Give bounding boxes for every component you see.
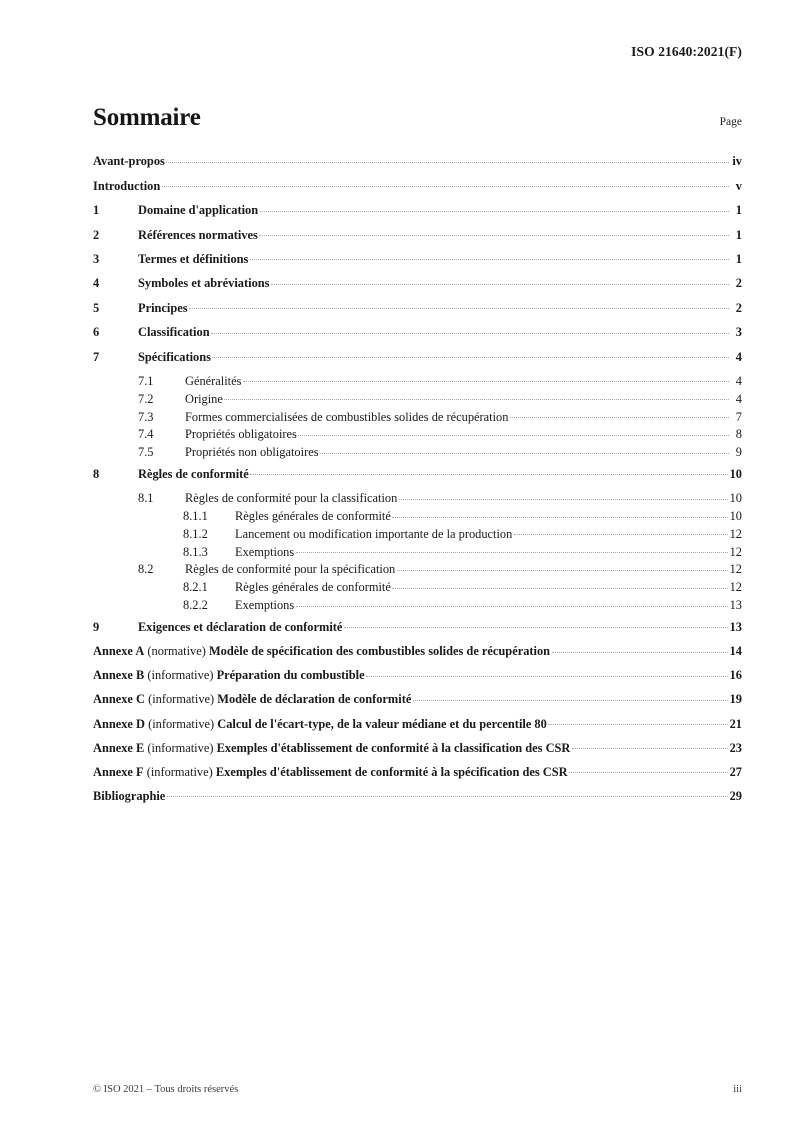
dot-leader	[552, 643, 729, 655]
toc-entry-clause-7.1[interactable]	[93, 373, 742, 388]
toc-entry-page-number: 16	[729, 668, 742, 683]
annex-status: (informative)	[143, 764, 216, 779]
toc-entry-clause-8.1.3[interactable]	[93, 543, 742, 558]
toc-entry-page-number: 10	[729, 466, 742, 481]
toc-entry-number: 7.5	[138, 445, 154, 460]
toc-entry-page-number: 4	[735, 349, 742, 364]
toc-entry-label: Introduction	[93, 178, 161, 193]
annex-title: Modèle de spécification des combustibles solides de récupération	[208, 644, 551, 659]
dot-leader	[392, 579, 728, 591]
footer-page-number: iii	[733, 1084, 742, 1095]
toc-entry-clause-3[interactable]	[93, 251, 742, 266]
toc-entry-label: Origine	[185, 391, 223, 406]
toc-entry-label: Règles de conformité pour la classification	[185, 491, 398, 506]
toc-entry-page-number: 10	[729, 509, 742, 524]
table-of-contents	[93, 153, 742, 802]
dot-leader	[569, 763, 728, 775]
toc-entry-label: Exemptions	[235, 598, 295, 613]
annex-title: Préparation du combustible	[216, 668, 365, 683]
toc-entry-label: Exemptions	[235, 544, 295, 559]
dot-leader	[298, 426, 728, 438]
annex-title: Calcul de l'écart-type, de la valeur médiane et du percentile 80	[217, 716, 547, 731]
annex-designation: Annexe D	[93, 716, 145, 731]
annex-title: Exemples d'établissement de conformité à la classification des CSR	[216, 740, 571, 755]
annex-designation: Annexe B	[93, 668, 145, 683]
annex-status: (informative)	[144, 692, 218, 707]
dot-leader	[320, 444, 728, 456]
toc-entry-page-number: 2	[735, 300, 742, 315]
toc-entry-page-number: 2	[735, 276, 742, 291]
toc-entry-number: 7.1	[138, 373, 154, 388]
toc-entry-page-number: 13	[729, 619, 742, 634]
toc-entry-number: 8	[93, 466, 100, 481]
annex-title: Modèle de déclaration de conformité	[217, 692, 412, 707]
toc-entry-clause-8[interactable]	[93, 466, 742, 481]
toc-entry-page-number: 1	[735, 203, 742, 218]
toc-entry-number: 8.1.2	[183, 526, 208, 541]
toc-entry-label: Propriétés obligatoires	[185, 427, 297, 442]
annex-status: (normative)	[144, 644, 209, 659]
toc-entry-label: Spécifications	[138, 349, 211, 364]
toc-entry-page-number: 29	[729, 788, 742, 803]
toc-entry-annexe-e[interactable]	[93, 739, 742, 754]
running-header-standard-ref: ISO 21640:2021(F)	[631, 44, 742, 59]
toc-entry-clause-7.3[interactable]	[93, 408, 742, 423]
toc-entry-page-number: 12	[729, 562, 742, 577]
toc-entry-label	[93, 693, 411, 705]
toc-entry-number: 2	[93, 227, 100, 242]
toc-entry-number: 4	[93, 276, 100, 291]
toc-entry-clause-8.1.1[interactable]	[93, 508, 742, 523]
toc-entry-label: Lancement ou modification importante de la production	[235, 526, 513, 541]
toc-entry-clause-2[interactable]	[93, 226, 742, 241]
dot-leader	[211, 324, 728, 336]
toc-entry-label: Propriétés non obligatoires	[185, 445, 319, 460]
copyright-notice: © ISO 2021 – Tous droits réservés	[93, 1084, 239, 1095]
toc-entry-annexe-f[interactable]	[93, 763, 742, 778]
toc-entry-label: Avant-propos	[93, 154, 165, 169]
toc-entry-label	[93, 645, 550, 657]
toc-entry-clause-9[interactable]	[93, 618, 742, 633]
toc-entry-front-matter[interactable]	[93, 177, 742, 192]
toc-entry-page-number: 21	[729, 716, 742, 731]
toc-entry-number: 7	[93, 349, 100, 364]
dot-leader	[259, 226, 728, 238]
annex-status: (informative)	[144, 740, 217, 755]
annex-status: (informative)	[144, 668, 217, 683]
toc-entry-number: 7.3	[138, 409, 154, 424]
toc-entry-page-number: 14	[729, 644, 742, 659]
dot-leader	[162, 177, 729, 189]
toc-entry-page-number: 27	[729, 764, 742, 779]
toc-entry-number: 5	[93, 300, 100, 315]
dot-leader	[514, 525, 728, 537]
toc-entry-clause-4[interactable]	[93, 275, 742, 290]
dot-leader	[166, 153, 728, 165]
dot-leader	[224, 390, 728, 402]
dot-leader	[260, 202, 729, 214]
toc-entry-clause-8.2[interactable]	[93, 561, 742, 576]
toc-entry-page-number: 13	[729, 598, 742, 613]
toc-entry-front-matter[interactable]	[93, 153, 742, 168]
toc-entry-label	[93, 766, 568, 778]
toc-entry-label: Principes	[138, 300, 188, 315]
toc-entry-label: Règles de conformité	[138, 466, 249, 481]
toc-entry-clause-6[interactable]	[93, 324, 742, 339]
toc-entry-number: 9	[93, 619, 100, 634]
toc-entry-clause-7.5[interactable]	[93, 444, 742, 459]
toc-entry-number: 8.2.2	[183, 598, 208, 613]
dot-leader	[167, 787, 728, 799]
toc-entry-clause-8.1[interactable]	[93, 490, 742, 505]
toc-entry-clause-7.4[interactable]	[93, 426, 742, 441]
toc-entry-page-number: 10	[729, 491, 742, 506]
toc-entry-page-number: 7	[735, 409, 742, 424]
dot-leader	[212, 348, 728, 360]
dot-leader	[510, 408, 729, 420]
toc-entry-label: Règles générales de conformité	[235, 509, 391, 524]
toc-entry-clause-8.2.2[interactable]	[93, 597, 742, 612]
dot-leader	[392, 508, 728, 520]
toc-entry-page-number: 3	[735, 325, 742, 340]
toc-entry-page-number: 4	[735, 391, 742, 406]
dot-leader	[366, 667, 728, 679]
toc-entry-number: 3	[93, 251, 100, 266]
toc-entry-annexe-d[interactable]	[93, 715, 742, 730]
annex-status: (informative)	[144, 716, 218, 731]
toc-entry-page-number: 9	[735, 445, 742, 460]
annex-designation: Annexe A	[93, 644, 145, 659]
toc-entry-page-number: 1	[735, 227, 742, 242]
dot-leader	[271, 275, 729, 287]
toc-entry-page-number: 8	[735, 427, 742, 442]
page-column-header: Page	[719, 116, 742, 128]
toc-entry-annexe-a[interactable]	[93, 643, 742, 658]
toc-entry-number: 7.2	[138, 391, 154, 406]
toc-entry-page-number: 23	[729, 740, 742, 755]
toc-entry-clause-8.2.1[interactable]	[93, 579, 742, 594]
toc-entry-label	[93, 718, 547, 730]
dot-leader	[413, 691, 728, 703]
toc-entry-page-number: 19	[729, 692, 742, 707]
dot-leader	[296, 543, 728, 555]
toc-entry-page-number: 4	[735, 373, 742, 388]
toc-entry-label: Formes commercialisées de combustibles solides de récupération	[185, 409, 509, 424]
dot-leader	[296, 597, 728, 609]
dot-leader	[397, 561, 728, 573]
toc-entry-label: Références normatives	[138, 227, 258, 242]
toc-entry-clause-7.2[interactable]	[93, 390, 742, 405]
toc-entry-page-number: 1	[735, 251, 742, 266]
toc-entry-label: Bibliographie	[93, 788, 166, 803]
annex-title: Exemples d'établissement de conformité à la spécification des CSR	[215, 764, 568, 779]
dot-leader	[243, 373, 729, 385]
annex-designation: Annexe F	[93, 764, 144, 779]
toc-entry-label: Domaine d'application	[138, 203, 259, 218]
toc-entry-annexe-b[interactable]	[93, 667, 742, 682]
dot-leader	[548, 715, 728, 727]
toc-entry-label	[93, 669, 365, 681]
dot-leader	[250, 251, 729, 263]
toc-entry-number: 6	[93, 325, 100, 340]
page-footer	[93, 1084, 742, 1095]
toc-entry-clause-7[interactable]	[93, 348, 742, 363]
dot-leader	[572, 739, 728, 751]
toc-entry-label: Termes et définitions	[138, 251, 249, 266]
annex-designation: Annexe C	[93, 692, 145, 707]
toc-entry-annexe-c[interactable]	[93, 691, 742, 706]
toc-entry-page-number: 12	[729, 526, 742, 541]
dot-leader	[189, 299, 728, 311]
toc-entry-clause-8.1.2[interactable]	[93, 525, 742, 540]
toc-title-row	[93, 104, 742, 132]
toc-entry-page-number: iv	[732, 154, 742, 169]
toc-entry-number: 8.1	[138, 491, 154, 506]
toc-entry-label	[93, 742, 570, 754]
toc-entry-label: Règles de conformité pour la spécification	[185, 562, 396, 577]
toc-entry-label: Exigences et déclaration de conformité	[138, 619, 343, 634]
toc-entry-label: Généralités	[185, 373, 242, 388]
toc-entry-number: 7.4	[138, 427, 154, 442]
annex-designation: Annexe E	[93, 740, 145, 755]
toc-entry-bibliography[interactable]	[93, 787, 742, 802]
toc-entry-label: Classification	[138, 325, 210, 340]
toc-entry-page-number: 12	[729, 580, 742, 595]
toc-entry-number: 8.1.3	[183, 544, 208, 559]
page-title: Sommaire	[93, 104, 201, 131]
dot-leader	[344, 618, 728, 630]
toc-entry-label: Règles générales de conformité	[235, 580, 391, 595]
toc-entry-clause-5[interactable]	[93, 299, 742, 314]
toc-entry-number: 8.2.1	[183, 580, 208, 595]
toc-entry-clause-1[interactable]	[93, 202, 742, 217]
toc-entry-number: 8.2	[138, 562, 154, 577]
toc-entry-page-number: 12	[729, 544, 742, 559]
dot-leader	[250, 466, 728, 478]
toc-entry-number: 1	[93, 203, 100, 218]
dot-leader	[399, 490, 728, 502]
toc-entry-number: 8.1.1	[183, 509, 208, 524]
toc-entry-label: Symboles et abréviations	[138, 276, 270, 291]
toc-entry-page-number: v	[735, 178, 742, 193]
